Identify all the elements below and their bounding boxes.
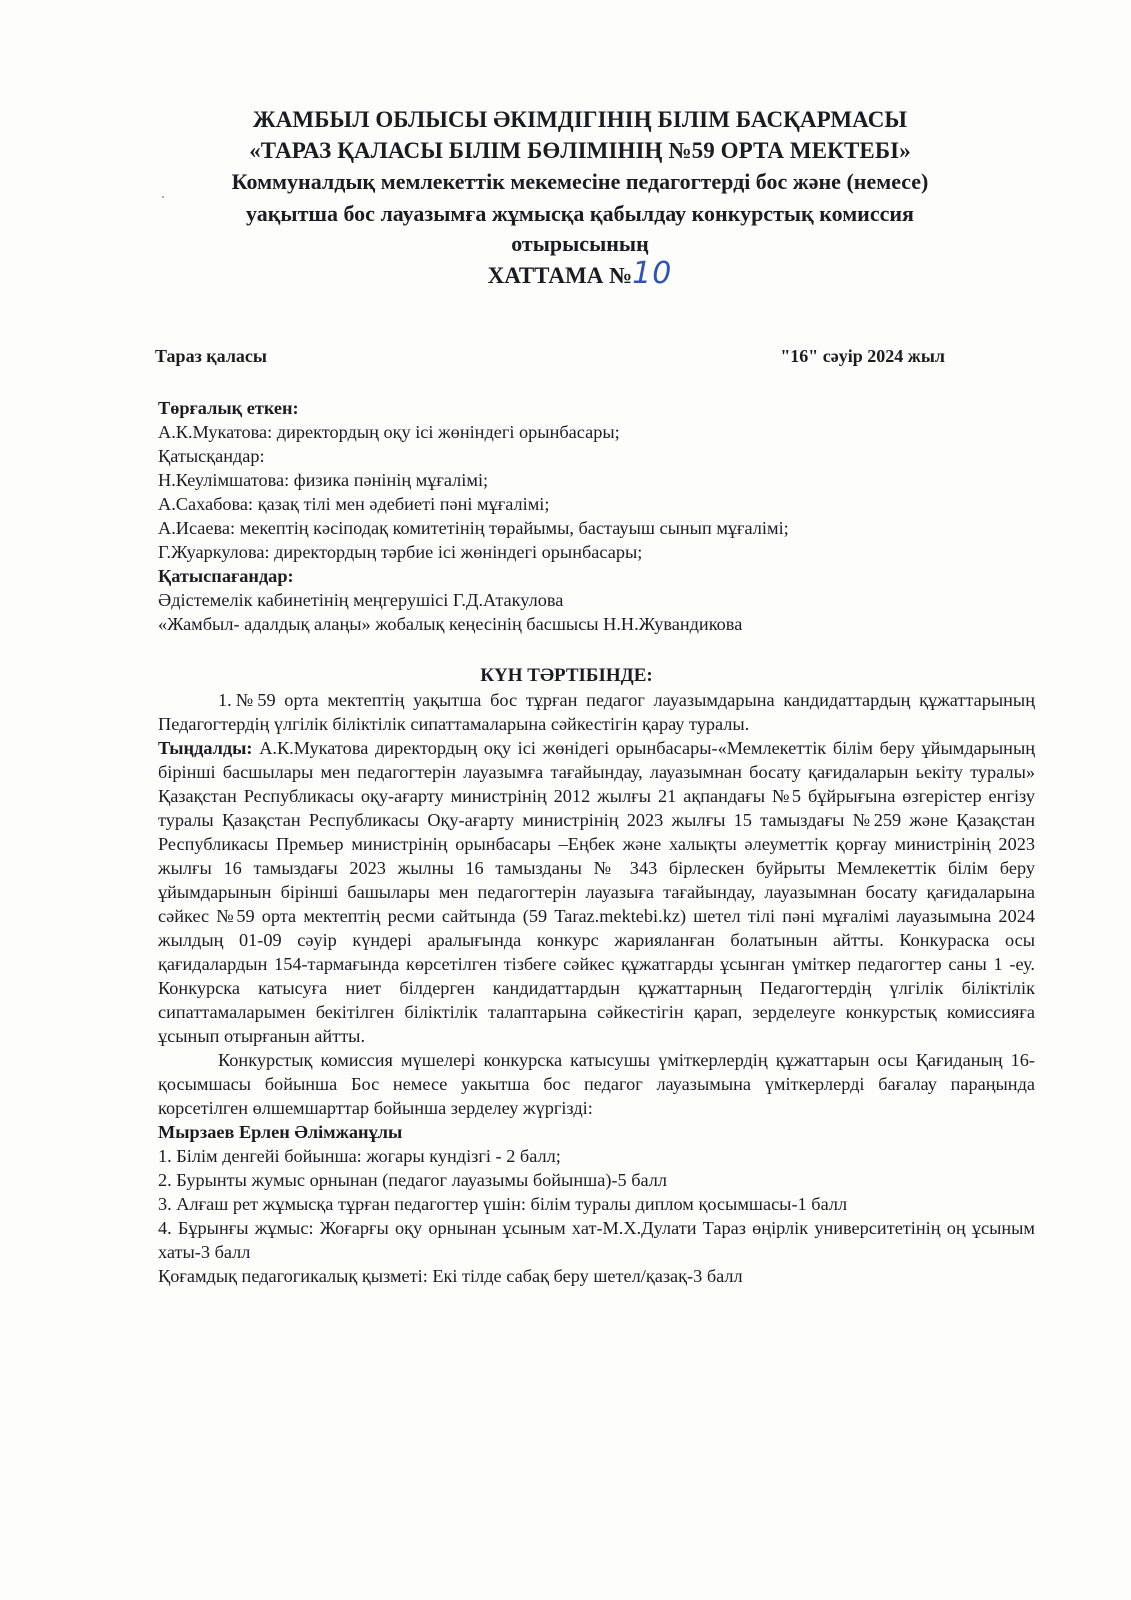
document-header (150, 104, 1010, 292)
agenda-title: КҮН ТӘРТІБІНДЕ: (480, 665, 653, 686)
margin-dot: · (160, 187, 166, 207)
date: "16" сәуір 2024 жыл (780, 346, 945, 366)
participant-entry: А.Сахабова: қазақ тілі мен әдебиеті пәні мұғалімі; (158, 494, 550, 514)
heard-label: Тыңдалды: (158, 738, 253, 758)
heard-text: А.К.Мукатова директордың оқу ісі жөнідегі орынбасары-«Мемлекеттік білім беру ұйымдарының бірінші басшылары мен педагогтерін лауазымға тағайындау, лауазымнан босату қағидаларын ьекіту туралы» Қазақстан Республикасы оқу-ағарту министрінің 2012 жылғы 21 ақпандағы №5 бұйрығына өзгерістер енгізу туралы Қазақстан Республикасы Оқу-ағарту министрінің 2023 жылғы 15 тамыздағы №259 және Қазақстан Республикасы Премьер министрінің орынбасары –Еңбек және халықты әлеуметтік қорғау министрінің 2023 жылғы 16 тамыздағы 2023 жылны 16 тамызданы № 343 бірлескен буйрыты Мемлекеттік білім беру ұйымдарынын бірінші башылары мен педагогтерін лауазыға тағайындау, лауазымнан босату қағидаларына сәйкес №59 орта мектептің ресми сайтында (59 Taraz.mektebi.kz) шетел тілі пәні мұғалімі лауазымына 2024 жылдың 01-09 сәуір күндері аралығында конкурс жарияланған болатынын айтты. Конкураска осы қағидалардын 154-тармағында көрсетілген тізбеге сәйкес құжатгарды ұсынган үміткер педагогтер саны 1 -еу. Конкурска катысуға ниет білдерген кандидаттардын құжаттарның Педагогтердің үлгілік біліктілік сипаттамаларымен бекітілген біліктілік талаптарына сәйкестігін қарап, зерделеуге конкурстық комиссияға ұсынып отырғанын айтты. (158, 738, 1036, 1046)
absent-entry: «Жамбыл- адалдық алаңы» жобалық кеңесінің басшысы Н.Н.Жувандикова (158, 614, 743, 634)
protocol-title (150, 258, 1010, 292)
score-item: 4. Бұрынғы жұмыс: Жоғарғы оқу орнынан ұсыным хат-М.Х.Дулати Тараз өңірлік университетінің оң ұсыным хаты-3 балл (158, 1218, 1035, 1262)
header-authority: ЖАМБЫЛ ОБЛЫСЫ ӘКІМДІГІНІҢ БІЛІМ БАСҚАРМАСЫ (252, 107, 908, 132)
heard-paragraph (158, 736, 1035, 1048)
participant-entry: Г.Жуаркулова: директордың тәрбие ісі жөніндегі орынбасары; (158, 542, 643, 562)
document-body (158, 396, 1035, 1288)
candidate-name: Мырзаев Ерлен Әлімжанұлы (158, 1122, 403, 1142)
header-commission: уақытша бос лауазымға жұмысқа қабылдау конкурстық комиссия (246, 201, 914, 226)
agenda-item: 1.№59 орта мектептің уақытша бос тұрған педагог лауазымдарына кандидаттардың құжаттарының Педагогтердің үлгілік біліктілік сипаттамаларына сәйкестігін қарау туралы. (158, 690, 1035, 734)
score-item: 2. Бурынты жумыс орнынан (педагог лауазымы бойынша)-5 балл (158, 1170, 668, 1190)
participant-entry: А.Исаева: мекептің кәсіподақ комитетінің төрайымы, бастауыш сынып мұғалімі; (158, 518, 789, 538)
city: Тараз қаласы (155, 346, 267, 366)
header-school: «ТАРАЗ ҚАЛАСЫ БІЛІМ БӨЛІМІНІҢ №59 ОРТА МЕКТЕБІ» (249, 138, 911, 163)
dateline (155, 346, 945, 367)
chair-entry: А.К.Мукатова: директордың оқу ісі жөніндегі орынбасары; (158, 422, 620, 442)
header-meeting: отырысының (511, 231, 649, 256)
participants-label: Қатысқандар: (158, 446, 265, 466)
protocol-number-handwritten: 10 (632, 256, 673, 291)
public-activity: Қоғамдық педагогикалық қызметі: Екі тілде сабақ беру шетел/қазақ-3 балл (158, 1266, 743, 1286)
protocol-title-label: ХАТТАМА № (487, 263, 633, 288)
participant-entry: Н.Кеулімшатова: физика пәнінің мұғалімі; (158, 470, 489, 490)
score-item: 3. Алғаш рет жұмысқа тұрған педагогтер үшін: білім туралы диплом қосымшасы-1 балл (158, 1194, 848, 1214)
absent-label: Қатыспағандар: (158, 566, 294, 586)
header-institution: Коммуналдық мемлекеттік мекемесіне педагогтерді бос және (немесе) (231, 169, 929, 194)
absent-entry: Әдістемелік кабинетінің меңгерушісі Г.Д.Атакулова (158, 590, 564, 610)
commission-paragraph: Конкурстық комиссия мүшелері конкурска катысушы үміткерлердің құжаттарын осы Қағиданың 16-қосымшасы бойынша Бос немесе уакытша бос педагог лауазымына үміткерлерді бағалау параңында корсетілген өлшемшарттар бойынша зерделеу жүргізді: (158, 1050, 1035, 1118)
chair-label: Төрғалық еткен: (158, 398, 299, 418)
score-item: 1. Білім денгейі бойынша: жогары кундізгі - 2 балл; (158, 1146, 561, 1166)
